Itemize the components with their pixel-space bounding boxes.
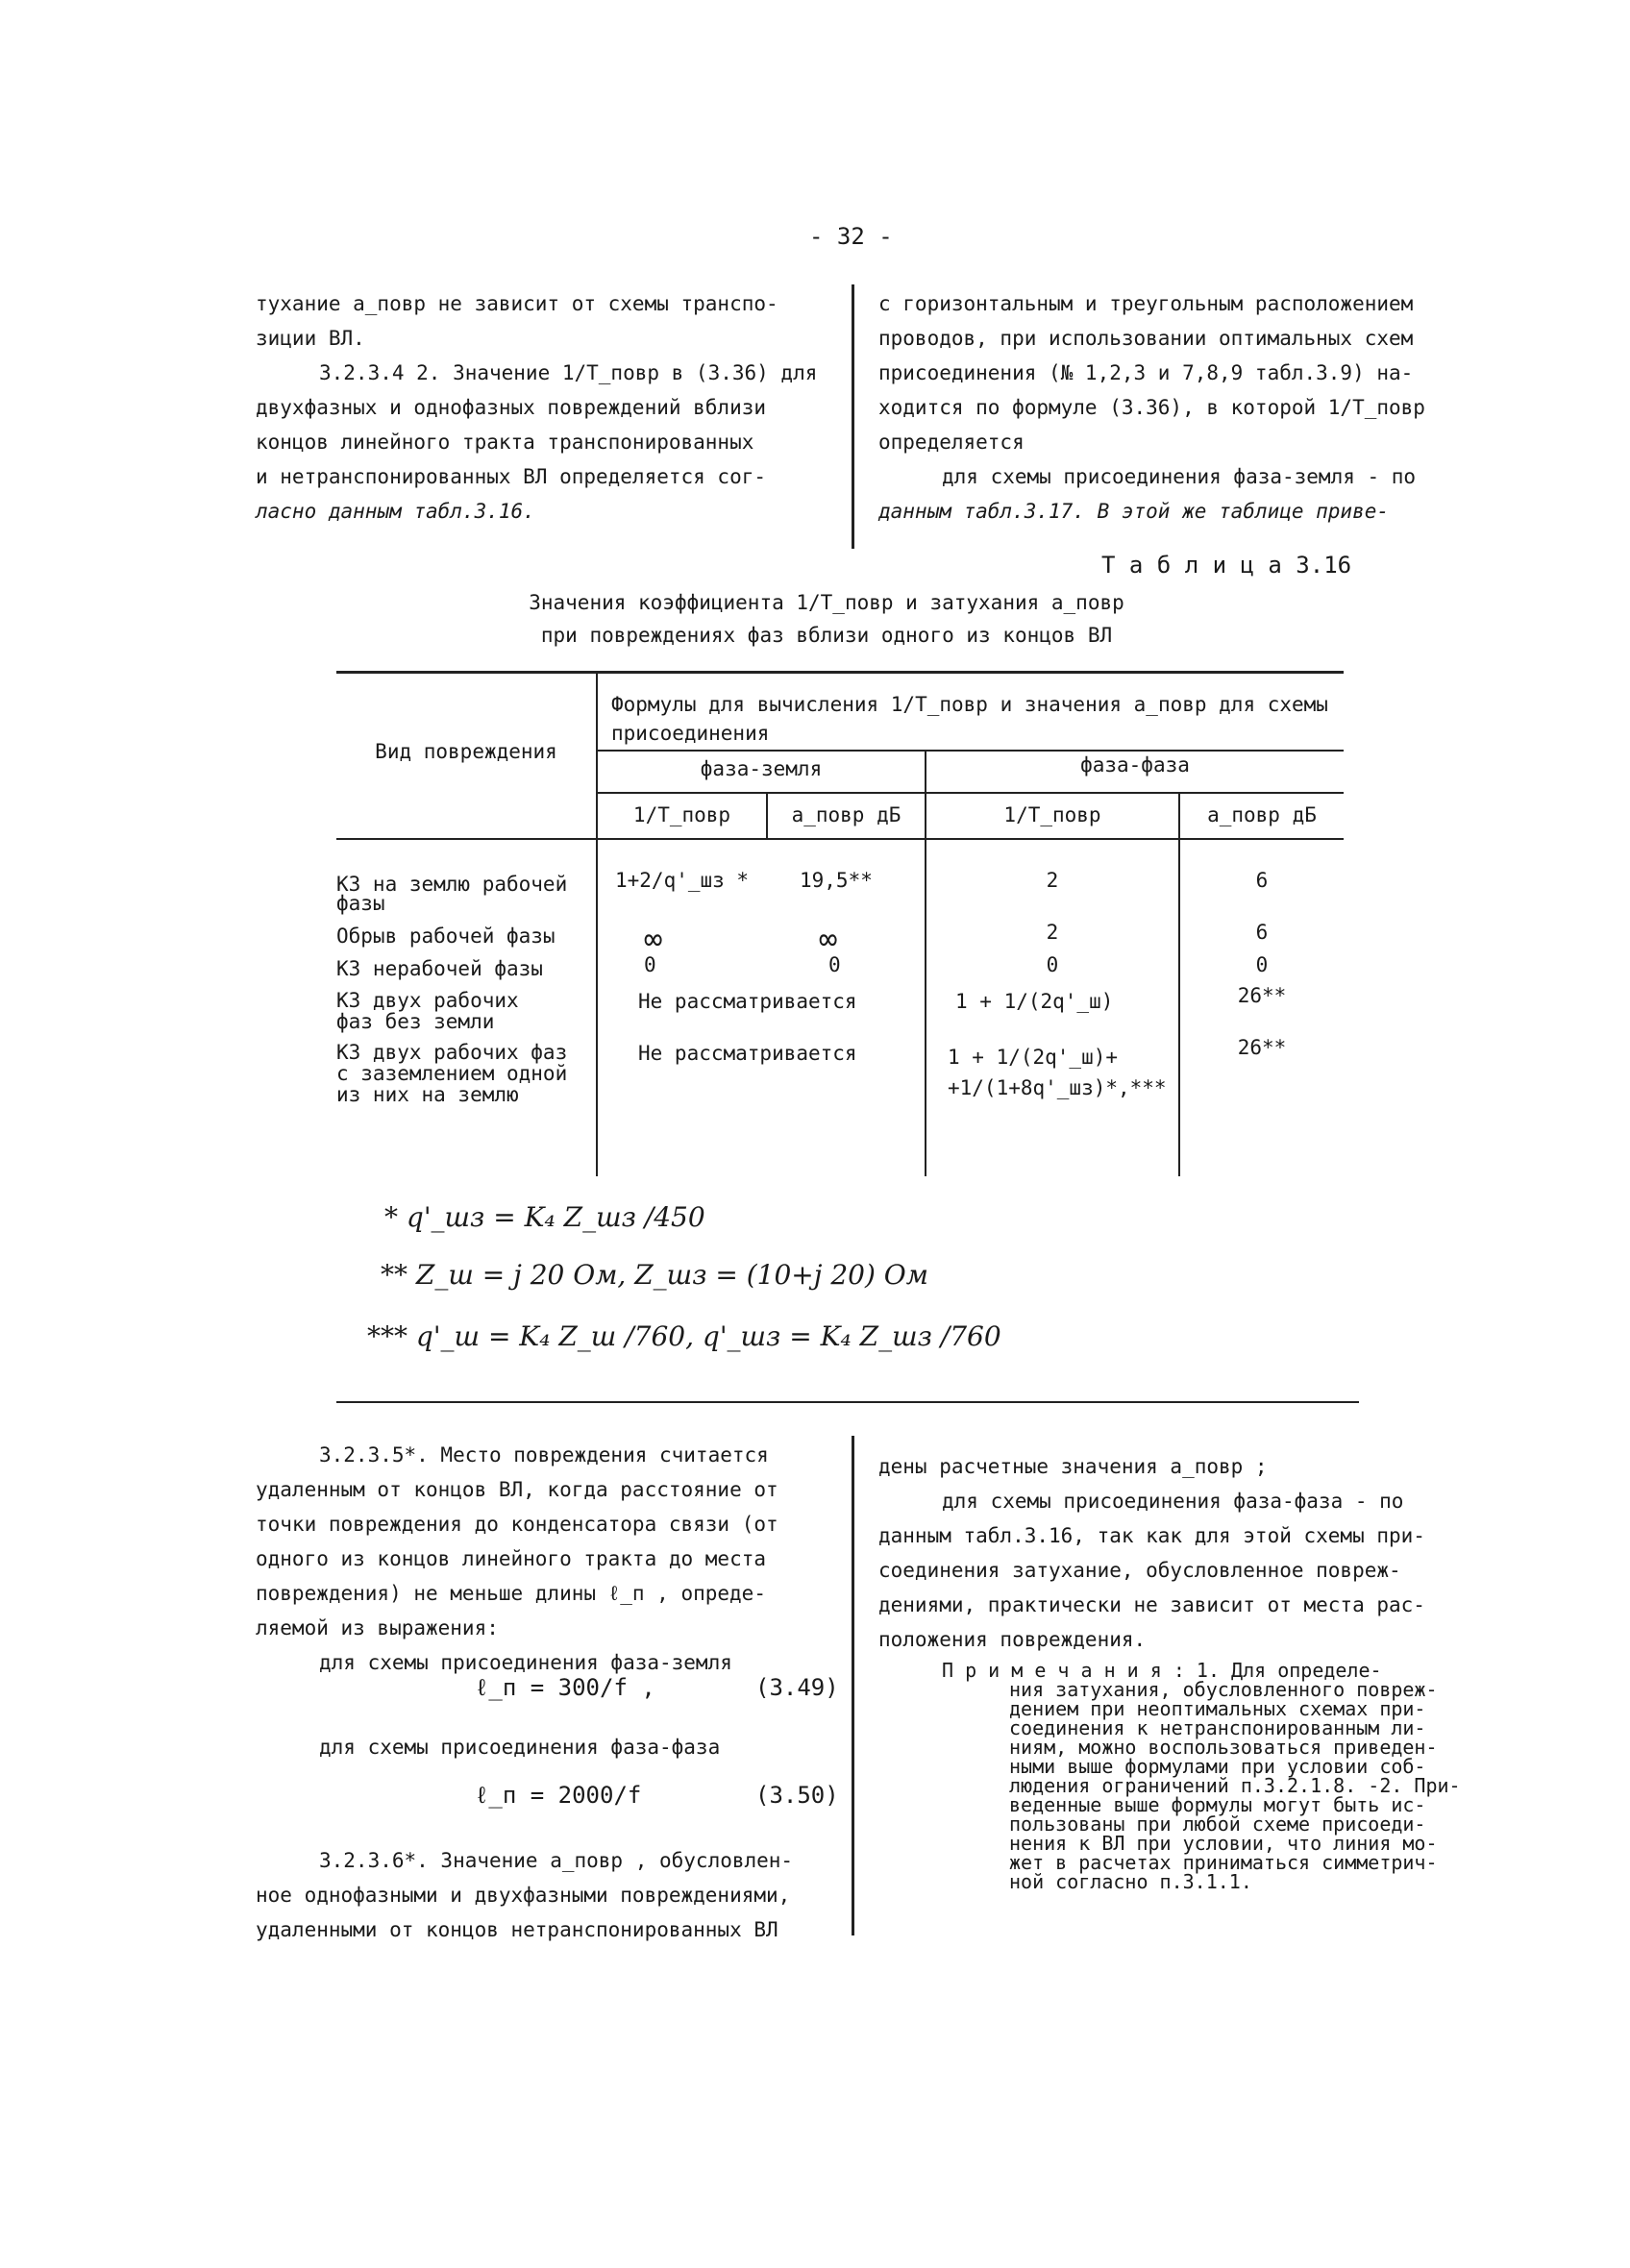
table-top-rule [336,671,1344,674]
top-right-column [878,286,1455,529]
note-line: дением при неоптимальных схемах при- [1009,1697,1426,1720]
row-ff-t: 1 + 1/(2q'_ш)+ +1/(1+8q'_шз)*,*** [948,1046,1167,1099]
col-1T-phase: 1/T_повр [1003,803,1101,826]
row-ff-t: 2 [1046,869,1059,892]
row-fe-a: 0 [828,953,841,976]
text-line: удаленным от концов ВЛ, когда расстояние от [256,1478,778,1501]
row-kind: КЗ двух рабочих фаз без земли [336,989,519,1033]
text-line: зиции ВЛ. [256,327,365,350]
row-fe-t: Не рассматривается [638,990,857,1013]
text-line: 3.2.3.4 2. Значение 1/T_повр в (3.36) для [319,361,818,384]
col-1T-earth: 1/T_повр [632,803,731,826]
text-line: присоединения (№ 1,2,3 и 7,8,9 табл.3.9) на- [878,361,1414,384]
bottom-left-column [256,1438,832,1680]
text-line: и нетранспонированных ВЛ определяется сог- [256,465,767,488]
row-ff-a: 26** [1237,984,1287,1007]
row-fe-a: 19,5** [800,869,873,892]
note-line: жет в расчетах приниматься симметрич- [1009,1851,1438,1874]
page-number: - 32 - [809,223,893,250]
table-subheader-rule [596,792,1344,794]
table-caption-line: Значения коэффициента 1/T_повр и затухания a_повр [529,591,1124,614]
table-bottom-rule [336,1401,1359,1403]
table-caption-line: при повреждениях фаз вблизи одного из концов ВЛ [540,624,1113,647]
note-line: ниям, можно воспользоваться приведен- [1009,1736,1438,1759]
note-line: ной согласно п.3.1.1. [1009,1870,1252,1893]
text-line: дены расчетные значения a_повр ; [878,1455,1268,1478]
table-caption [461,586,1192,652]
col-a-earth: a_повр дБ [791,803,901,826]
row-fe-t: 0 [644,953,656,976]
row-fe-a: ∞ [819,921,838,957]
text-line: концов линейного тракта транспонированных [256,431,754,454]
group-phase: фаза-фаза [1080,753,1190,777]
row-kind: КЗ на землю рабочей фазы [336,873,568,915]
text-line: одного из концов линейного тракта до места [256,1547,767,1570]
text-line: для схемы присоединения фаза-фаза - по [942,1490,1404,1513]
column-divider [852,284,854,549]
table-vline [596,673,598,1176]
bottom-right-column [878,1449,1474,1657]
bottom-left-column-2 [256,1843,832,1947]
note-line: людения ограничений п.3.2.1.8. -2. При- [1009,1774,1461,1797]
header-formulas: Формулы для вычисления 1/T_повр и значения a_повр для схемы присоединения [611,693,1328,745]
equation-number: (3.49) [755,1674,839,1701]
table-footnote: * q'_шз = K₄ Z_шз /450 [384,1201,705,1233]
row-fe-t: ∞ [644,921,663,957]
equation-3-50: ℓ_п = 2000/f [475,1782,642,1809]
top-left-column [256,286,832,529]
text-line: проводов, при использовании оптимальных схем [878,327,1414,350]
note-line: нения к ВЛ при условии, что линия мо- [1009,1832,1438,1855]
row-kind: Обрыв рабочей фазы [336,924,556,948]
header-kind: Вид повреждения [375,740,557,763]
text-line: ходится по формуле (3.36), в которой 1/T_повр [878,396,1425,419]
row-ff-a: 6 [1255,869,1269,892]
row-fe-t: Не рассматривается [638,1042,857,1065]
text-line: ласно данным табл.3.16. [256,500,535,523]
text-line: 3.2.3.6*. Значение a_повр , обусловлен- [319,1849,794,1872]
row-ff-t: 0 [1046,953,1059,976]
text-line: двухфазных и однофазных повреждений вблизи [256,396,767,419]
row-kind: КЗ двух рабочих фаз с заземлением одной из них на землю [336,1041,568,1106]
row-kind: КЗ нерабочей фазы [336,957,543,980]
text-line: ное однофазными и двухфазными повреждениями, [256,1884,791,1907]
equation-3-49: ℓ_п = 300/f , [475,1674,655,1701]
row-fe-t: 1+2/q'_шз * [615,869,750,892]
text-line: дениями, практически не зависит от места рас- [878,1593,1425,1616]
text-line: соединения затухание, обусловленное повреж- [878,1559,1401,1582]
row-ff-t: 2 [1046,921,1059,944]
text-line: с горизонтальным и треугольным расположением [878,292,1414,315]
table-header-bottom-rule [336,838,1344,840]
group-earth: фаза-земля [700,757,823,780]
note-line: ния затухания, обусловленного повреж- [1009,1678,1438,1701]
row-ff-t: 1 + 1/(2q'_ш) [955,990,1114,1013]
note-line: пользованы при любой схеме присоеди- [1009,1812,1426,1836]
text-line: 3.2.3.5*. Место повреждения считается [319,1443,769,1467]
text-line: для схемы присоединения фаза-земля [319,1651,732,1674]
table-footnote: *** q'_ш = K₄ Z_ш /760, q'_шз = K₄ Z_шз /760 [367,1320,1001,1352]
col-a-phase: a_повр дБ [1207,803,1317,826]
text-line: для схемы присоединения фаза-земля - по [942,465,1417,488]
row-ff-a: 0 [1255,953,1269,976]
text-line: точки повреждения до конденсатора связи (от [256,1513,778,1536]
note-line: ными выше формулами при условии соб- [1009,1755,1426,1778]
note-line: П р и м е ч а н и я : 1. Для определе- [942,1659,1382,1682]
text-line: ляемой из выражения: [256,1616,499,1639]
text-line: тухание a_повр не зависит от схемы транспо- [256,292,778,315]
text-line: для схемы присоединения фаза-фаза [319,1736,721,1759]
table-header-rule [596,750,1344,752]
text-line: данным табл.3.17. В этой же таблице приве- [878,500,1390,523]
text-line: данным табл.3.16, так как для этой схемы при- [878,1524,1425,1547]
text-line: положения повреждения. [878,1628,1147,1651]
table-footnote: ** Z_ш = j 20 Ом, Z_шз = (10+j 20) Ом [381,1259,928,1291]
equation-number: (3.50) [755,1782,839,1809]
note-line: соединения к нетранспонированным ли- [1009,1716,1426,1739]
text-line: удаленными от концов нетранспонированных ВЛ [256,1918,778,1941]
text-line: повреждения) не меньше длины ℓ_п , опреде- [256,1582,766,1605]
row-ff-a: 6 [1255,921,1269,944]
notes-block [942,1661,1461,1891]
text-line: определяется [878,431,1025,454]
column-divider [852,1436,854,1935]
note-line: веденные выше формулы могут быть ис- [1009,1793,1426,1816]
table-label: Т а б л и ц а 3.16 [1101,552,1352,579]
row-ff-a: 26** [1237,1036,1287,1059]
